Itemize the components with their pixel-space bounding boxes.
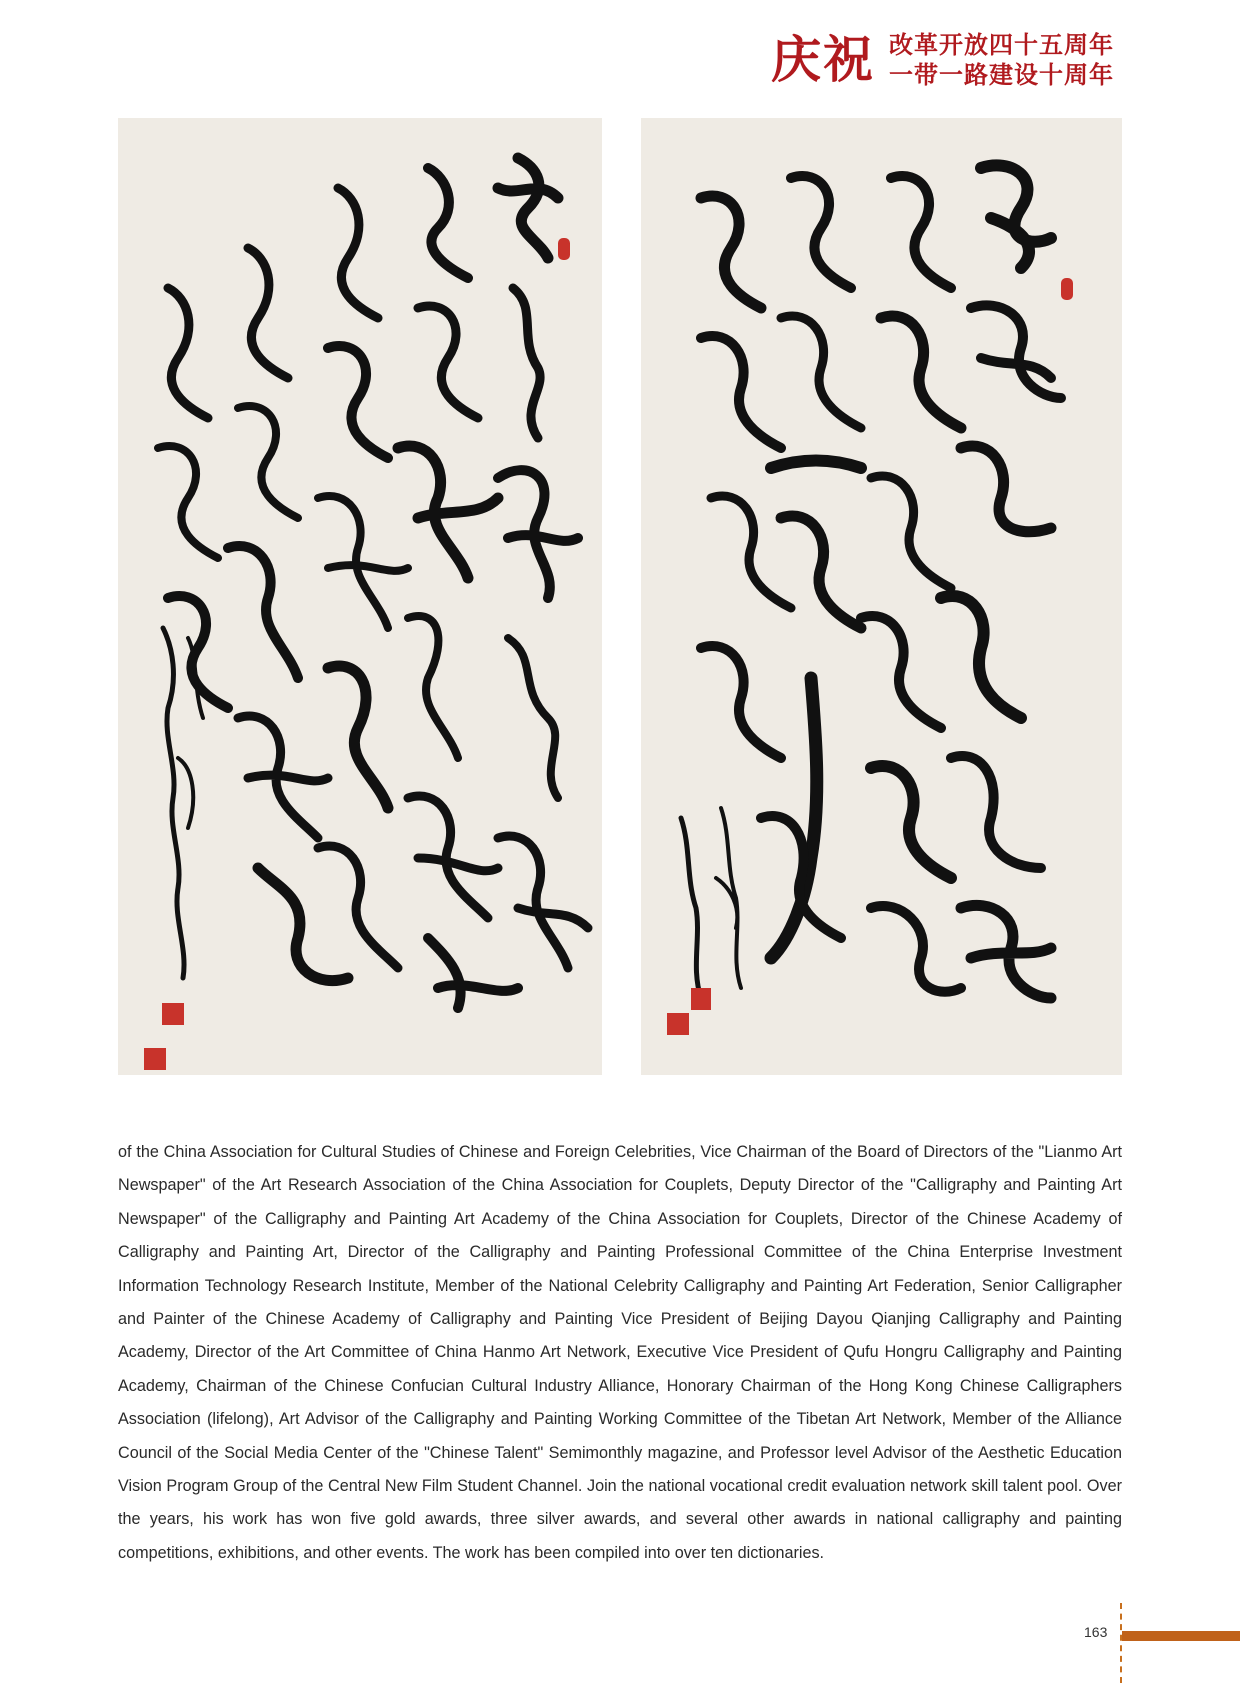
page-header <box>771 30 1114 90</box>
right-calligraphy-scroll <box>641 118 1122 1075</box>
left-calligraphy-image <box>118 118 602 1075</box>
biography-text: of the China Association for Cultural Studies of Chinese and Foreign Celebrities, Vice Chairman of the Board of Directors of the "Lianmo Art Newspaper" of the Art Research Association of the China Association for Couplets, Deputy Director of the "Calligraphy and Painting Art Newspaper" of the Calligraphy and Painting Art Academy of the China Association for Couplets, Director of the Chinese Academy of Calligraphy and Painting Art, Director of the Calligraphy and Painting Professional Committee of the China Enterprise Investment Information Technology Research Institute, Member of the National Celebrity Calligraphy and Painting Art Federation, Senior Calligrapher and Painter of the Chinese Academy of Calligraphy and Painting Vice President of Beijing Dayou Qianjing Calligraphy and Painting Academy, Director of the Art Committee of China Hanmo Art Network, Executive Vice President of Qufu Hongru Calligraphy and Painting Academy, Chairman of the Chinese Confucian Cultural Industry Alliance, Honorary Chairman of the Hong Kong Chinese Calligraphers Association (lifelong), Art Advisor of the Calligraphy and Painting Working Committee of the Tibetan Art Network, Member of the Alliance Council of the Social Media Center of the "Chinese Talent" Semimonthly magazine, and Professor level Advisor of the Aesthetic Education Vision Program Group of the Central New Film Student Channel. Join the national vocational credit evaluation network skill talent pool. Over the years, his work has won five gold awards, three silver awards, and several other awards in national calligraphy and painting competitions, exhibitions, and other events. The work has been compiled into over ten dictionaries. <box>118 1143 1122 1562</box>
header-title: 庆祝 <box>771 30 875 89</box>
header-line-2: 一带一路建设十周年 <box>889 60 1114 89</box>
page-number: 163 <box>1084 1624 1108 1640</box>
header-subtitle <box>889 30 1114 90</box>
right-calligraphy-image <box>641 118 1122 1075</box>
footer-dashed-line <box>1120 1603 1122 1683</box>
left-calligraphy-scroll <box>118 118 602 1075</box>
footer-accent-bar <box>1122 1631 1240 1641</box>
header-line-1: 改革开放四十五周年 <box>889 30 1114 59</box>
